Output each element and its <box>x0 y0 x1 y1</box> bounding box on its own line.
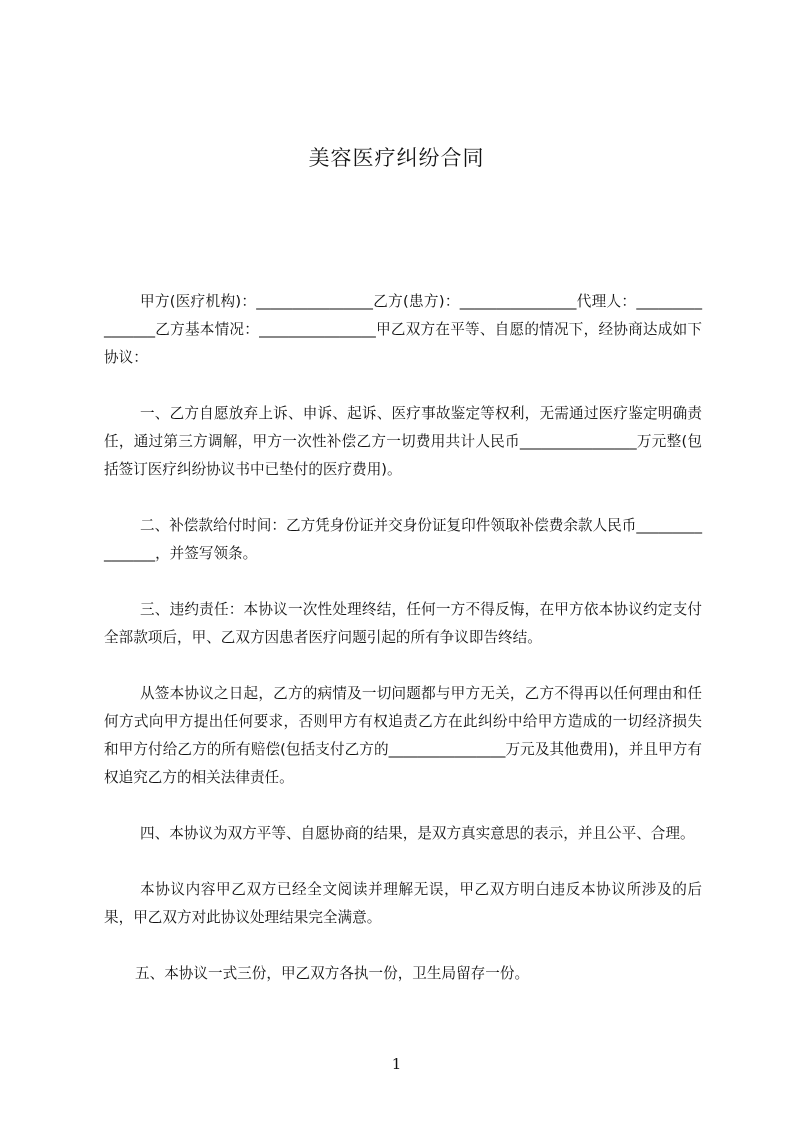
paragraph-clause-4: 四、本协议为双方平等、自愿协商的结果，是双方真实意思的表示，并且公平、合理。 <box>140 825 695 842</box>
paragraph-clause-3-continued: 从签本协议之日起，乙方的病情及一切问题都与甲方无关，乙方不得再以任何理由和任何方式向甲方提出任何要求，否则甲方有权追责乙方在此纠纷中给甲方造成的一切经济损失和甲方付给乙方的所有赔偿(包括支付乙方的________________万元及其他费用)，并且甲方有权追究乙方的相关法律责任。 <box>104 685 702 786</box>
paragraph-clause-2: 二、补偿款给付时间：乙方凭身份证并交身份证复印件领取补偿费余款人民币________________，并签写领条。 <box>104 517 702 562</box>
page-title: 美容医疗纠纷合同 <box>308 146 485 170</box>
paragraph-parties: 甲方(医疗机构)：________________乙方(患方)：________________代理人：________________乙方基本情况：________________甲乙双方在平等、自愿的情况下，经协商达成如下协议： <box>104 293 702 366</box>
paragraph-clause-1: 一、乙方自愿放弃上诉、申诉、起诉、医疗事故鉴定等权利，无需通过医疗鉴定明确责任，通过第三方调解，甲方一次性补偿乙方一切费用共计人民币________________万元整(包括签订医疗纠纷协议书中已垫付的医疗费用)。 <box>104 405 702 478</box>
paragraph-clause-5: 五、本协议一式三份，甲乙双方各执一份，卫生局留存一份。 <box>135 965 530 982</box>
paragraph-acknowledgement: 本协议内容甲乙双方已经全文阅读并理解无误，甲乙双方明白违反本协议所涉及的后果，甲乙双方对此协议处理结果完全满意。 <box>104 881 702 926</box>
paragraph-clause-3: 三、违约责任：本协议一次性处理终结，任何一方不得反悔，在甲方依本协议约定支付全部款项后，甲、乙双方因患者医疗问题引起的所有争议即告终结。 <box>104 601 702 646</box>
page-number: 1 <box>391 1055 402 1073</box>
contract-body <box>104 288 702 1016</box>
